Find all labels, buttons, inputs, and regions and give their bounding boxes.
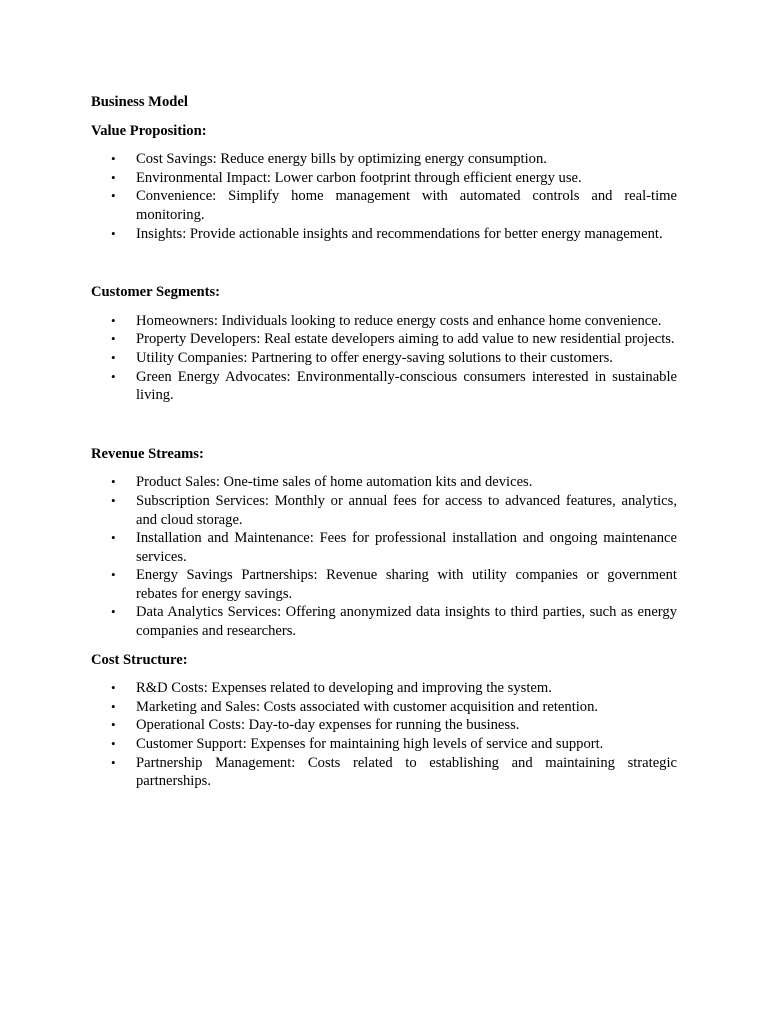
bullet-icon: • [111, 567, 116, 583]
list-item-text: R&D Costs: Expenses related to developing and improving the system. [136, 680, 552, 697]
list-item-text: Operational Costs: Day-to-day expenses for running the business. [136, 717, 520, 734]
list-item-text: Installation and Maintenance: Fees for professional installation and ongoing maintenance services. [136, 530, 677, 565]
list-item [91, 735, 677, 754]
bullet-icon: • [111, 312, 116, 328]
section-spacer [91, 243, 677, 283]
bullet-icon: • [111, 604, 116, 620]
section-spacer [91, 405, 677, 445]
list-item-text: Convenience: Simplify home management with automated controls and real-time monitoring. [136, 188, 677, 223]
bullet-icon: • [111, 331, 116, 347]
bullet-icon: • [111, 368, 116, 384]
bullet-icon: • [111, 717, 116, 733]
list-item-text: Data Analytics Services: Offering anonymized data insights to third parties, such as energy companies and researchers. [136, 604, 677, 640]
list-item-text: Partnership Management: Costs related to establishing and maintaining strategic partnerships. [136, 754, 677, 790]
list-item [91, 492, 677, 529]
list-item-text: Subscription Services: Monthly or annual fees for access to advanced features, analytics, and cloud storage. [136, 492, 677, 528]
section-heading-customer-segments: Customer Segments: [91, 284, 221, 301]
list-item [91, 368, 677, 405]
section-heading-value-proposition: Value Proposition: [91, 122, 207, 139]
bullet-icon: • [111, 754, 116, 770]
customer-segments-list [91, 312, 677, 405]
section-heading-cost-structure: Cost Structure: [91, 651, 188, 668]
bullet-icon: • [111, 530, 116, 546]
list-item [91, 312, 677, 331]
bullet-icon: • [111, 169, 116, 185]
list-item [91, 169, 677, 188]
bullet-icon: • [111, 736, 116, 752]
list-item [91, 349, 677, 368]
value-proposition-list [91, 150, 677, 243]
list-item-text: Property Developers: Real estate developers aiming to add value to new residential projects. [136, 331, 675, 348]
document-title: Business Model [91, 94, 188, 110]
list-item-text: Energy Savings Partnerships: Revenue sharing with utility companies or government rebates for energy savings. [136, 567, 677, 602]
list-item [91, 473, 677, 492]
list-item [91, 529, 677, 566]
list-item-text: Customer Support: Expenses for maintaining high levels of service and support. [136, 736, 604, 753]
list-item-text: Cost Savings: Reduce energy bills by optimizing energy consumption. [136, 151, 547, 168]
bullet-icon: • [111, 474, 116, 490]
list-item [91, 679, 677, 698]
list-item [91, 150, 677, 169]
cost-structure-list [91, 679, 677, 791]
list-item [91, 330, 677, 349]
bullet-icon: • [111, 151, 116, 167]
list-item [91, 566, 677, 603]
section-spacer [91, 641, 677, 651]
bullet-icon: • [111, 225, 116, 241]
list-item [91, 698, 677, 717]
bullet-icon: • [111, 188, 116, 204]
revenue-streams-list [91, 473, 677, 640]
list-item-text: Utility Companies: Partnering to offer energy-saving solutions to their customers. [136, 349, 613, 366]
list-item [91, 716, 677, 735]
list-item-text: Environmental Impact: Lower carbon footprint through efficient energy use. [136, 169, 582, 186]
bullet-icon: • [111, 492, 116, 508]
list-item-text: Green Energy Advocates: Environmentally-conscious consumers interested in sustainable living. [136, 368, 677, 404]
section-heading-revenue-streams: Revenue Streams: [91, 445, 204, 462]
list-item-text: Insights: Provide actionable insights and recommendations for better energy management. [136, 225, 663, 242]
list-item-text: Homeowners: Individuals looking to reduce energy costs and enhance home convenience. [136, 312, 662, 329]
bullet-icon: • [111, 680, 116, 696]
list-item [91, 187, 677, 224]
list-item-text: Product Sales: One-time sales of home automation kits and devices. [136, 474, 533, 491]
list-item [91, 603, 677, 640]
list-item [91, 225, 677, 244]
list-item-text: Marketing and Sales: Costs associated with customer acquisition and retention. [136, 698, 599, 715]
bullet-icon: • [111, 349, 116, 365]
bullet-icon: • [111, 698, 116, 714]
list-item [91, 754, 677, 791]
document-page [91, 93, 677, 791]
